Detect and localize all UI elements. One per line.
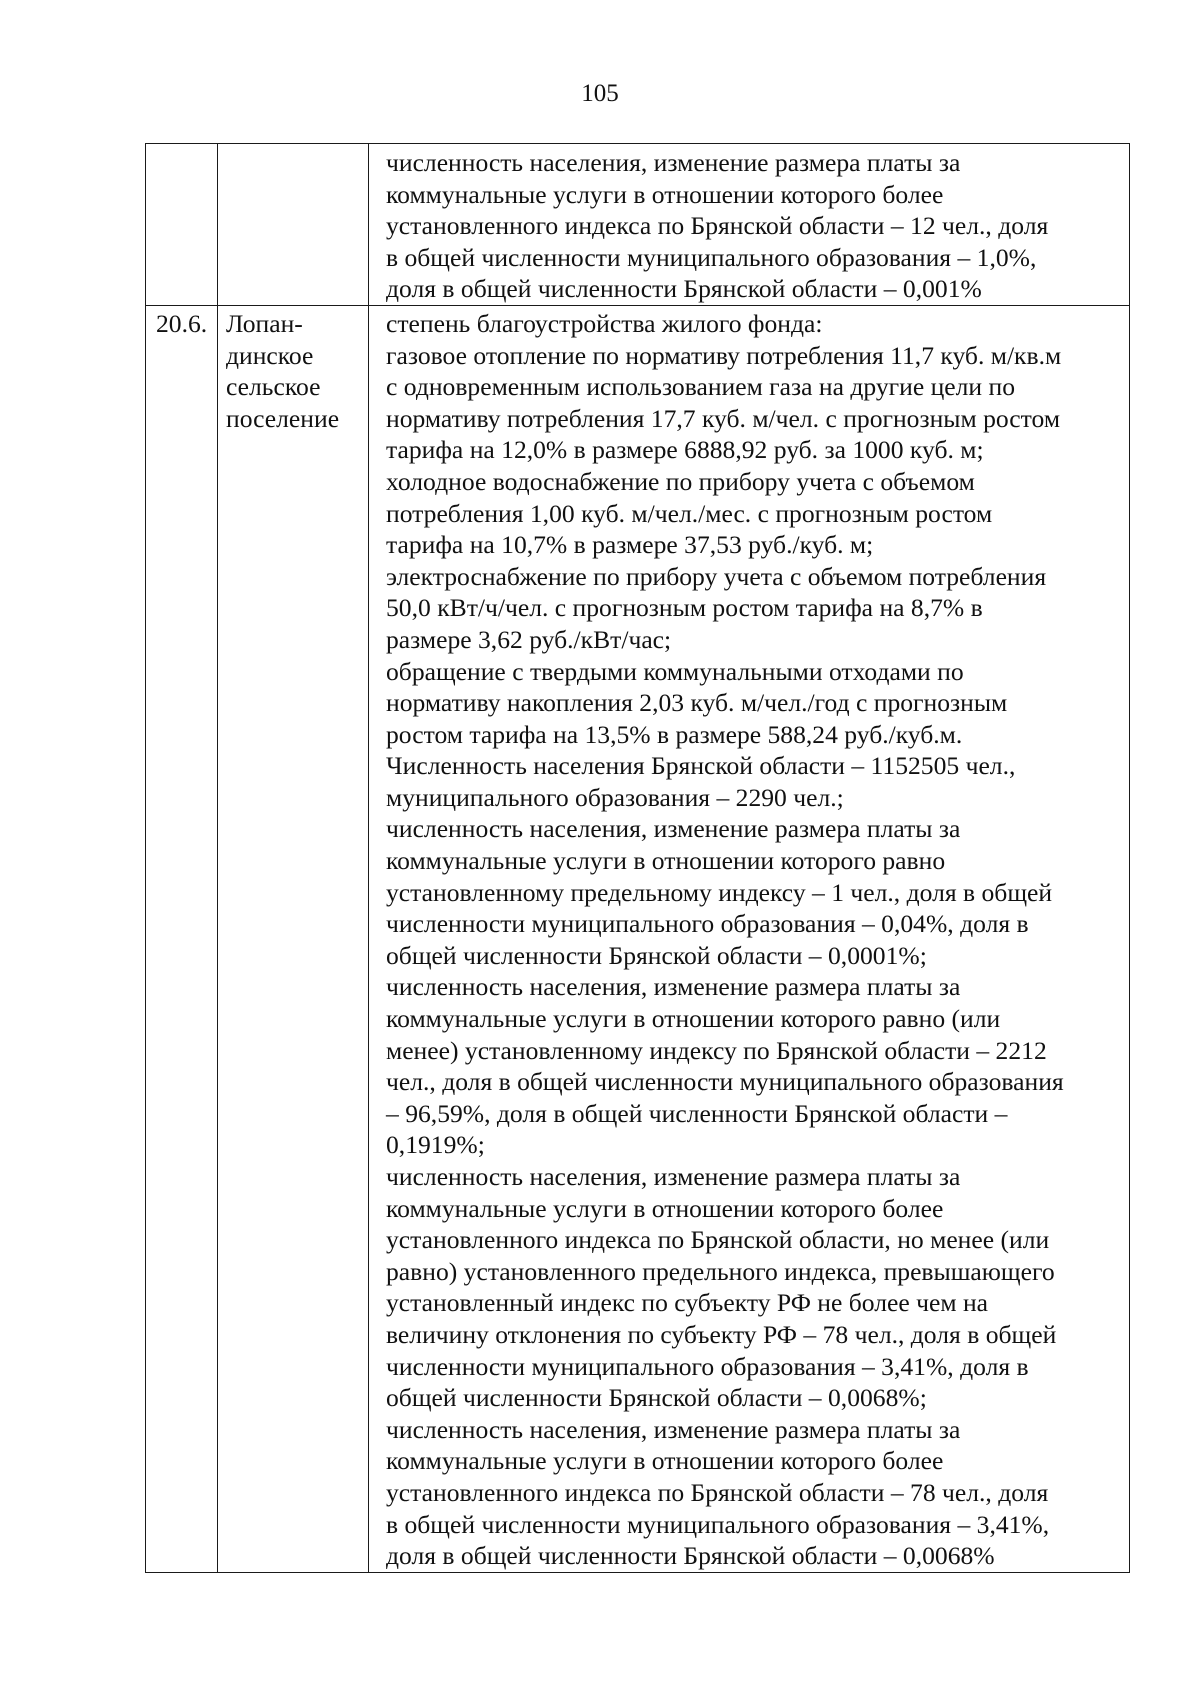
description-line: величину отклонения по субъекту РФ – 78 чел., доля в общей <box>386 1319 1057 1349</box>
description-line: установленного индекса по Брянской области, но менее (или <box>386 1225 1050 1255</box>
row-description-cell <box>369 305 1130 1572</box>
description-line: коммунальные услуги в отношении которого равно (или <box>386 1004 1001 1034</box>
table-row-20-6 <box>146 305 1130 1572</box>
description-line: коммунальные услуги в отношении которого более <box>386 179 944 209</box>
description-line: установленный индекс по субъекту РФ не более чем на <box>386 1288 989 1318</box>
description-line: численность населения, изменение размера платы за <box>386 1414 961 1444</box>
description-line: электроснабжение по прибору учета с объемом потребления <box>386 561 1047 591</box>
description-line: Численность населения Брянской области – 1152505 чел., <box>386 751 1016 781</box>
row-number: 20.6. <box>156 308 208 338</box>
description-line: общей численности Брянской области – 0,0068%; <box>386 1383 927 1413</box>
description-line: с одновременным использованием газа на другие цели по <box>386 372 1016 402</box>
description-line: чел., доля в общей численности муниципального образования <box>386 1067 1064 1097</box>
description-line: численность населения, изменение размера платы за <box>386 148 961 177</box>
description-line: в общей численности муниципального образования – 3,41%, <box>386 1509 1050 1539</box>
description-line: равно) установленного предельного индекса, превышающего <box>386 1256 1055 1286</box>
description-line: холодное водоснабжение по прибору учета с объемом <box>386 466 975 496</box>
description-line: установленному предельному индексу – 1 чел., доля в общей <box>386 877 1053 907</box>
description-line: общей численности Брянской области – 0,0001%; <box>386 940 927 970</box>
settlement-name-line: сельское <box>226 372 321 402</box>
description-line: тарифа на 10,7% в размере 37,53 руб./куб. м; <box>386 530 874 560</box>
settlement-name-line: динское <box>226 340 314 370</box>
description-line: доля в общей численности Брянской области – 0,001% <box>386 274 982 304</box>
page-number: 105 <box>581 80 619 107</box>
row-name-cell <box>218 144 369 306</box>
row-number-cell <box>146 305 218 1572</box>
data-table <box>145 143 1130 1573</box>
row-number-cell <box>146 144 218 306</box>
description-line: менее) установленному индексу по Брянской области – 2212 <box>386 1035 1047 1065</box>
description-line: степень благоустройства жилого фонда: <box>386 308 823 338</box>
description-line: численности муниципального образования – 0,04%, доля в <box>386 909 1029 939</box>
description-line: численности муниципального образования – 3,41%, доля в <box>386 1351 1029 1381</box>
description-line: ростом тарифа на 13,5% в размере 588,24 руб./куб.м. <box>386 719 963 749</box>
settlement-name-line: поселение <box>226 403 340 433</box>
description-line: обращение с твердыми коммунальными отходами по <box>386 656 964 686</box>
description-line: установленного индекса по Брянской области – 12 чел., доля <box>386 211 1049 241</box>
description-line: в общей численности муниципального образования – 1,0%, <box>386 242 1037 272</box>
row-name-cell <box>218 305 369 1572</box>
description-line: 50,0 кВт/ч/чел. с прогнозным ростом тарифа на 8,7% в <box>386 593 983 623</box>
description-line: коммунальные услуги в отношении которого более <box>386 1446 944 1476</box>
description-line: коммунальные услуги в отношении которого равно <box>386 846 946 876</box>
settlement-name-line: Лопан- <box>226 308 303 338</box>
description-line: численность населения, изменение размера платы за <box>386 972 961 1002</box>
description-line: 0,1919%; <box>386 1130 485 1160</box>
description-line: – 96,59%, доля в общей численности Брянской области – <box>386 1098 1008 1128</box>
description-line: доля в общей численности Брянской области – 0,0068% <box>386 1541 995 1571</box>
description-line: численность населения, изменение размера платы за <box>386 814 961 844</box>
row-description-cell <box>369 144 1130 306</box>
description-line: муниципального образования – 2290 чел.; <box>386 782 844 812</box>
description-line: нормативу накопления 2,03 куб. м/чел./год с прогнозным <box>386 688 1008 718</box>
description-line: установленного индекса по Брянской области – 78 чел., доля <box>386 1477 1049 1507</box>
description-line: нормативу потребления 17,7 куб. м/чел. с прогнозным ростом <box>386 403 1061 433</box>
description-line: тарифа на 12,0% в размере 6888,92 руб. за 1000 куб. м; <box>386 435 984 465</box>
description-line: коммунальные услуги в отношении которого более <box>386 1193 944 1223</box>
description-line: размере 3,62 руб./кВт/час; <box>386 624 672 654</box>
description-line: газовое отопление по нормативу потребления 11,7 куб. м/кв.м <box>386 340 1062 370</box>
table-row-continuation <box>146 144 1130 306</box>
description-line: потребления 1,00 куб. м/чел./мес. с прогнозным ростом <box>386 498 993 528</box>
description-line: численность населения, изменение размера платы за <box>386 1162 961 1191</box>
